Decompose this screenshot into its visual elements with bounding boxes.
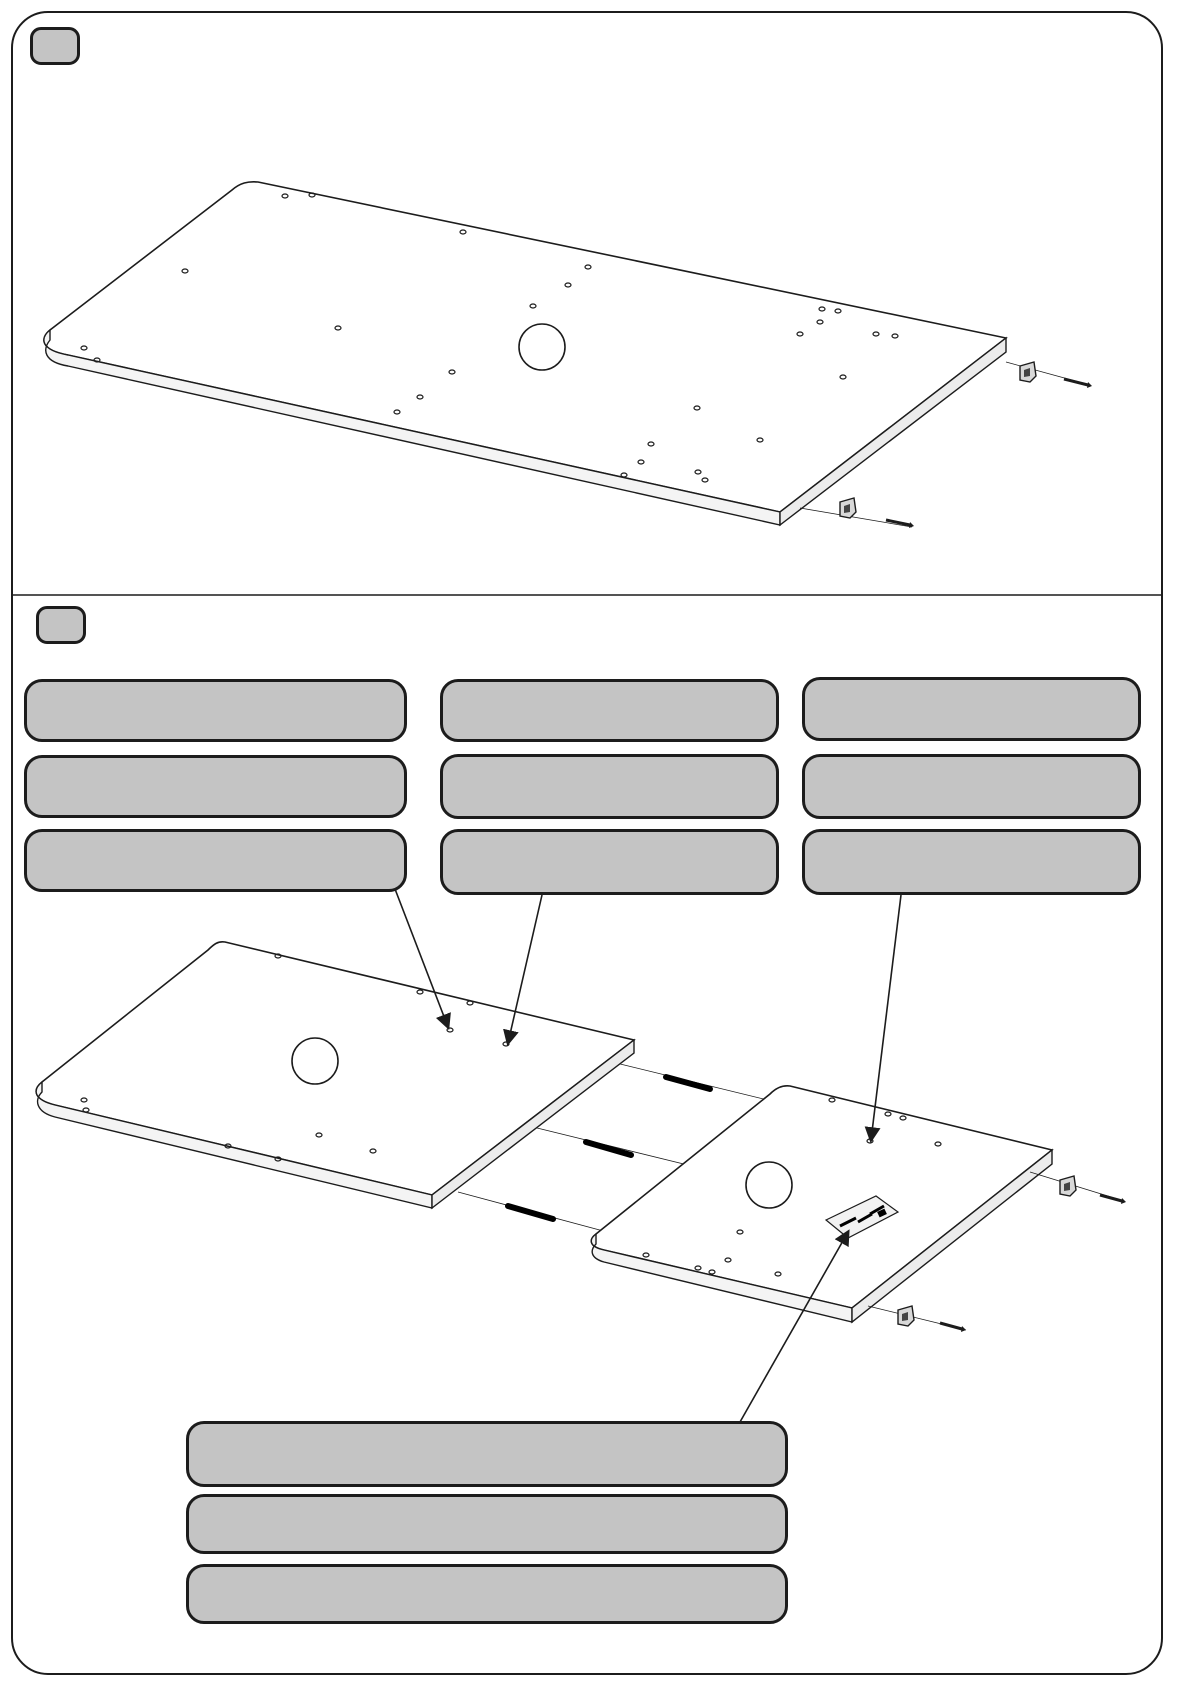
callout-label-r3-c1 [24,829,407,892]
cable-hole [519,324,565,370]
callout-label-r3-c3 [802,829,1141,895]
callout-label-r1-c1 [24,679,407,742]
step2-badge [36,606,86,644]
clamp-bracket-lower [800,498,914,528]
clamp-bracket-step2-upper [1030,1172,1126,1204]
callout-label-bottom-2 [186,1494,788,1554]
clamp-bracket-upper [1006,362,1092,388]
callout-label-bottom-1 [186,1421,788,1487]
clamp-bracket-step2-lower [868,1306,966,1332]
callout-label-r3-c2 [440,829,779,895]
dowel [586,1142,631,1155]
callout-label-r1-c3 [802,677,1141,741]
left-panel-cable-hole [292,1038,338,1084]
step1-badge [30,27,80,65]
callout-label-r2-c1 [24,755,407,818]
step2-illustration [36,889,1126,1422]
dowel [508,1206,553,1219]
callout-label-r1-c2 [440,679,779,742]
callout-label-bottom-3 [186,1564,788,1624]
callout-label-r2-c2 [440,754,779,819]
callout-label-r2-c3 [802,754,1141,819]
right-panel-cable-hole [746,1162,792,1208]
dowel [666,1077,710,1089]
step1-illustration [44,182,1092,528]
